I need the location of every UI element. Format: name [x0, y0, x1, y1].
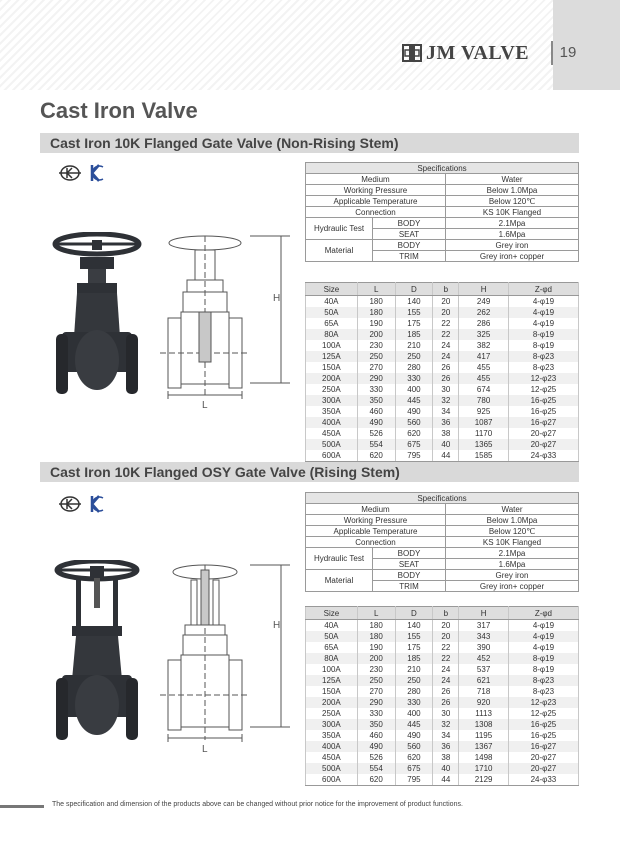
- table-row: [306, 642, 579, 653]
- table-cell: 280: [395, 686, 433, 697]
- table-cell: 460: [357, 406, 395, 417]
- table-cell: 24-φ33: [508, 774, 578, 786]
- table-cell: 8-φ23: [508, 351, 578, 362]
- table-cell: 200A: [306, 373, 358, 384]
- spec-value: Grey iron+ copper: [446, 251, 579, 262]
- table-cell: 175: [395, 318, 433, 329]
- footer-note: The specification and dimension of the products above can be changed without prior notice for the improvement of product functions.: [52, 801, 463, 808]
- table-row: [306, 708, 579, 719]
- table-cell: 40A: [306, 620, 358, 632]
- table-cell: 450A: [306, 428, 358, 439]
- table-cell: 155: [395, 307, 433, 318]
- jm-logo-icon: [402, 43, 422, 63]
- table-cell: 40A: [306, 296, 358, 308]
- table-cell: 920: [459, 697, 508, 708]
- table-row: [306, 730, 579, 741]
- table-cell: 65A: [306, 318, 358, 329]
- column-header: Z-φd: [508, 607, 578, 620]
- table-cell: 537: [459, 664, 508, 675]
- spec-sublabel: SEAT: [373, 559, 446, 570]
- table-cell: 718: [459, 686, 508, 697]
- table-cell: 32: [433, 719, 459, 730]
- spec-label: Applicable Temperature: [306, 526, 446, 537]
- table-cell: 36: [433, 417, 459, 428]
- table-row: [306, 719, 579, 730]
- spec-label: Material: [306, 240, 373, 262]
- table-cell: 44: [433, 450, 459, 462]
- h-dimension-label-2: H: [273, 620, 281, 631]
- page-title: Cast Iron Valve: [40, 98, 198, 123]
- table-cell: 50A: [306, 307, 358, 318]
- spec-header: Specifications: [306, 163, 579, 174]
- brand-name: JM VALVE: [426, 41, 530, 64]
- kc-mark-icon: [88, 494, 104, 514]
- l-dimension-label-2: L: [202, 744, 208, 755]
- spec-sublabel: BODY: [373, 570, 446, 581]
- table-cell: 20: [433, 307, 459, 318]
- table-cell: 330: [395, 373, 433, 384]
- spec-value: Grey iron: [446, 240, 579, 251]
- table-row: [306, 620, 579, 632]
- spec-label: Connection: [306, 537, 446, 548]
- table-cell: 4-φ19: [508, 620, 578, 632]
- table-cell: 20-φ27: [508, 763, 578, 774]
- table-cell: 460: [357, 730, 395, 741]
- table-cell: 674: [459, 384, 508, 395]
- column-header: Size: [306, 607, 358, 620]
- spec-label: Applicable Temperature: [306, 196, 446, 207]
- table-cell: 175: [395, 642, 433, 653]
- table-cell: 417: [459, 351, 508, 362]
- table-cell: 675: [395, 439, 433, 450]
- spec-value: 1.6Mpa: [446, 559, 579, 570]
- table-cell: 36: [433, 741, 459, 752]
- table-cell: 400A: [306, 741, 358, 752]
- spec-table-2: [305, 492, 579, 592]
- column-header: H: [459, 607, 508, 620]
- table-cell: 600A: [306, 450, 358, 462]
- spec-sublabel: BODY: [373, 218, 446, 229]
- column-header: b: [433, 607, 459, 620]
- table-cell: 300A: [306, 719, 358, 730]
- spec-value: KS 10K Flanged: [446, 207, 579, 218]
- table-cell: 30: [433, 384, 459, 395]
- table-cell: 250: [357, 351, 395, 362]
- section-title-1: Cast Iron 10K Flanged Gate Valve (Non-Rising Stem): [50, 135, 399, 151]
- table-cell: 22: [433, 653, 459, 664]
- table-cell: 350A: [306, 406, 358, 417]
- table-cell: 22: [433, 318, 459, 329]
- table-row: [306, 417, 579, 428]
- table-cell: 382: [459, 340, 508, 351]
- table-cell: 250: [395, 675, 433, 686]
- spec-sublabel: TRIM: [373, 251, 446, 262]
- dimension-table-2: [305, 606, 579, 786]
- table-cell: 200: [357, 653, 395, 664]
- table-cell: 526: [357, 428, 395, 439]
- column-header: b: [433, 283, 459, 296]
- table-cell: 140: [395, 296, 433, 308]
- table-cell: 20: [433, 296, 459, 308]
- table-row: [306, 329, 579, 340]
- table-cell: 250: [395, 351, 433, 362]
- table-cell: 400: [395, 708, 433, 719]
- table-row: [306, 318, 579, 329]
- table-cell: 26: [433, 373, 459, 384]
- table-cell: 526: [357, 752, 395, 763]
- table-cell: 8-φ19: [508, 340, 578, 351]
- table-cell: 795: [395, 450, 433, 462]
- valve-drawing-2: [155, 560, 295, 755]
- table-cell: 22: [433, 329, 459, 340]
- table-cell: 80A: [306, 329, 358, 340]
- spec-label: Medium: [306, 174, 446, 185]
- table-cell: 554: [357, 439, 395, 450]
- table-cell: 20: [433, 620, 459, 632]
- spec-sublabel: BODY: [373, 548, 446, 559]
- table-cell: 450A: [306, 752, 358, 763]
- table-cell: 280: [395, 362, 433, 373]
- valve-photo-1: [52, 232, 147, 407]
- table-cell: 12-φ25: [508, 384, 578, 395]
- table-cell: 230: [357, 340, 395, 351]
- table-cell: 350A: [306, 730, 358, 741]
- column-header: L: [357, 283, 395, 296]
- table-cell: 500A: [306, 763, 358, 774]
- table-cell: 270: [357, 362, 395, 373]
- section-header-2: [40, 462, 579, 482]
- table-cell: 286: [459, 318, 508, 329]
- table-cell: 12-φ25: [508, 708, 578, 719]
- table-cell: 620: [395, 428, 433, 439]
- section-title-2: Cast Iron 10K Flanged OSY Gate Valve (Rising Stem): [50, 464, 400, 480]
- table-cell: 350: [357, 395, 395, 406]
- table-cell: 8-φ23: [508, 362, 578, 373]
- table-cell: 8-φ23: [508, 675, 578, 686]
- table-cell: 500A: [306, 439, 358, 450]
- table-row: [306, 439, 579, 450]
- table-cell: 490: [395, 406, 433, 417]
- table-row: [306, 686, 579, 697]
- spec-label: Working Pressure: [306, 515, 446, 526]
- column-header: D: [395, 607, 433, 620]
- spec-value: Below 120℃: [446, 196, 579, 207]
- table-cell: 30: [433, 708, 459, 719]
- cert-logos-2: [58, 494, 104, 514]
- spec-sublabel: TRIM: [373, 581, 446, 592]
- table-cell: 180: [357, 296, 395, 308]
- table-row: [306, 741, 579, 752]
- table-row: [306, 450, 579, 462]
- spec-sublabel: SEAT: [373, 229, 446, 240]
- table-cell: 249: [459, 296, 508, 308]
- table-cell: 4-φ19: [508, 307, 578, 318]
- table-cell: 290: [357, 373, 395, 384]
- table-cell: 185: [395, 329, 433, 340]
- table-cell: 125A: [306, 351, 358, 362]
- spec-value: Water: [446, 504, 579, 515]
- table-cell: 4-φ19: [508, 631, 578, 642]
- table-cell: 16-φ27: [508, 741, 578, 752]
- table-cell: 185: [395, 653, 433, 664]
- spec-sublabel: BODY: [373, 240, 446, 251]
- table-row: [306, 763, 579, 774]
- section-header-1: [40, 133, 579, 153]
- table-row: [306, 362, 579, 373]
- table-cell: 1308: [459, 719, 508, 730]
- table-cell: 317: [459, 620, 508, 632]
- table-cell: 620: [395, 752, 433, 763]
- column-header: H: [459, 283, 508, 296]
- table-cell: 330: [395, 697, 433, 708]
- spec-value: Grey iron+ copper: [446, 581, 579, 592]
- table-row: [306, 307, 579, 318]
- table-cell: 16-φ25: [508, 395, 578, 406]
- table-cell: 8-φ23: [508, 686, 578, 697]
- table-cell: 40: [433, 439, 459, 450]
- table-row: [306, 428, 579, 439]
- cert-logos-1: [58, 163, 104, 183]
- table-cell: 262: [459, 307, 508, 318]
- table-cell: 34: [433, 730, 459, 741]
- table-cell: 1585: [459, 450, 508, 462]
- table-cell: 16-φ25: [508, 406, 578, 417]
- spec-label: Medium: [306, 504, 446, 515]
- spec-value: Below 1.0Mpa: [446, 515, 579, 526]
- table-row: [306, 373, 579, 384]
- table-cell: 24: [433, 664, 459, 675]
- footer-rule: [0, 805, 44, 808]
- table-cell: 125A: [306, 675, 358, 686]
- table-cell: 8-φ19: [508, 329, 578, 340]
- table-cell: 180: [357, 307, 395, 318]
- spec-header: Specifications: [306, 493, 579, 504]
- table-cell: 490: [357, 417, 395, 428]
- table-cell: 620: [357, 774, 395, 786]
- table-cell: 8-φ19: [508, 664, 578, 675]
- table-row: [306, 395, 579, 406]
- table-cell: 22: [433, 642, 459, 653]
- table-cell: 16-φ27: [508, 417, 578, 428]
- table-cell: 400: [395, 384, 433, 395]
- table-cell: 455: [459, 373, 508, 384]
- table-cell: 390: [459, 642, 508, 653]
- table-cell: 26: [433, 362, 459, 373]
- h-dimension-label-1: H: [273, 293, 281, 304]
- spec-value: 2.1Mpa: [446, 218, 579, 229]
- table-cell: 300A: [306, 395, 358, 406]
- spec-label: Working Pressure: [306, 185, 446, 196]
- spec-value: KS 10K Flanged: [446, 537, 579, 548]
- table-row: [306, 631, 579, 642]
- table-cell: 490: [395, 730, 433, 741]
- table-cell: 795: [395, 774, 433, 786]
- table-cell: 452: [459, 653, 508, 664]
- table-cell: 4-φ19: [508, 318, 578, 329]
- table-cell: 325: [459, 329, 508, 340]
- ks-mark-icon: [58, 495, 82, 513]
- table-cell: 330: [357, 708, 395, 719]
- spec-value: Grey iron: [446, 570, 579, 581]
- table-cell: 20-φ27: [508, 752, 578, 763]
- table-cell: 925: [459, 406, 508, 417]
- table-cell: 12-φ23: [508, 373, 578, 384]
- table-cell: 445: [395, 395, 433, 406]
- table-cell: 32: [433, 395, 459, 406]
- table-cell: 190: [357, 318, 395, 329]
- spec-value: Water: [446, 174, 579, 185]
- table-cell: 26: [433, 697, 459, 708]
- table-row: [306, 340, 579, 351]
- table-cell: 24: [433, 675, 459, 686]
- ks-mark-icon: [58, 164, 82, 182]
- table-cell: 180: [357, 631, 395, 642]
- table-cell: 490: [357, 741, 395, 752]
- table-cell: 16-φ25: [508, 719, 578, 730]
- table-cell: 20-φ27: [508, 428, 578, 439]
- table-cell: 210: [395, 664, 433, 675]
- table-cell: 4-φ19: [508, 296, 578, 308]
- table-cell: 1498: [459, 752, 508, 763]
- table-cell: 24: [433, 351, 459, 362]
- table-cell: 12-φ23: [508, 697, 578, 708]
- table-cell: 1195: [459, 730, 508, 741]
- table-cell: 24-φ33: [508, 450, 578, 462]
- table-cell: 780: [459, 395, 508, 406]
- table-cell: 150A: [306, 686, 358, 697]
- table-cell: 270: [357, 686, 395, 697]
- table-row: [306, 752, 579, 763]
- table-cell: 675: [395, 763, 433, 774]
- table-cell: 560: [395, 741, 433, 752]
- table-cell: 26: [433, 686, 459, 697]
- table-cell: 230: [357, 664, 395, 675]
- valve-photo-2: [52, 560, 147, 750]
- spec-label: Hydraulic Test: [306, 548, 373, 570]
- table-cell: 1710: [459, 763, 508, 774]
- table-cell: 1365: [459, 439, 508, 450]
- table-cell: 210: [395, 340, 433, 351]
- table-cell: 44: [433, 774, 459, 786]
- column-header: L: [357, 607, 395, 620]
- table-cell: 150A: [306, 362, 358, 373]
- table-row: [306, 384, 579, 395]
- table-cell: 1170: [459, 428, 508, 439]
- table-cell: 343: [459, 631, 508, 642]
- spec-value: Below 1.0Mpa: [446, 185, 579, 196]
- column-header: D: [395, 283, 433, 296]
- table-cell: 4-φ19: [508, 642, 578, 653]
- table-cell: 8-φ19: [508, 653, 578, 664]
- table-cell: 330: [357, 384, 395, 395]
- spec-value: Below 120℃: [446, 526, 579, 537]
- spec-table-1: [305, 162, 579, 262]
- table-cell: 250A: [306, 384, 358, 395]
- table-cell: 24: [433, 340, 459, 351]
- brand-logo: [402, 41, 529, 65]
- table-cell: 400A: [306, 417, 358, 428]
- table-cell: 560: [395, 417, 433, 428]
- table-cell: 200: [357, 329, 395, 340]
- table-cell: 20-φ27: [508, 439, 578, 450]
- table-row: [306, 664, 579, 675]
- spec-value: 2.1Mpa: [446, 548, 579, 559]
- table-row: [306, 406, 579, 417]
- table-cell: 455: [459, 362, 508, 373]
- table-cell: 100A: [306, 340, 358, 351]
- table-row: [306, 697, 579, 708]
- table-cell: 16-φ25: [508, 730, 578, 741]
- table-cell: 65A: [306, 642, 358, 653]
- page-number: 19: [559, 44, 577, 61]
- table-cell: 100A: [306, 664, 358, 675]
- table-cell: 20: [433, 631, 459, 642]
- column-header: Z-φd: [508, 283, 578, 296]
- table-cell: 140: [395, 620, 433, 632]
- table-cell: 350: [357, 719, 395, 730]
- table-row: [306, 675, 579, 686]
- table-cell: 155: [395, 631, 433, 642]
- table-cell: 50A: [306, 631, 358, 642]
- spec-label: Connection: [306, 207, 446, 218]
- table-cell: 445: [395, 719, 433, 730]
- table-cell: 250: [357, 675, 395, 686]
- table-cell: 1113: [459, 708, 508, 719]
- table-cell: 34: [433, 406, 459, 417]
- table-row: [306, 653, 579, 664]
- table-row: [306, 774, 579, 786]
- l-dimension-label-1: L: [202, 400, 208, 411]
- table-cell: 1367: [459, 741, 508, 752]
- table-row: [306, 351, 579, 362]
- table-cell: 40: [433, 763, 459, 774]
- table-row: [306, 296, 579, 308]
- dimension-table-1: [305, 282, 579, 462]
- spec-value: 1.6Mpa: [446, 229, 579, 240]
- table-cell: 250A: [306, 708, 358, 719]
- table-cell: 554: [357, 763, 395, 774]
- table-cell: 200A: [306, 697, 358, 708]
- table-cell: 80A: [306, 653, 358, 664]
- table-cell: 620: [357, 450, 395, 462]
- table-cell: 38: [433, 428, 459, 439]
- table-cell: 2129: [459, 774, 508, 786]
- table-cell: 190: [357, 642, 395, 653]
- table-cell: 38: [433, 752, 459, 763]
- kc-mark-icon: [88, 163, 104, 183]
- table-cell: 1087: [459, 417, 508, 428]
- valve-drawing-1: [155, 233, 295, 413]
- table-cell: 621: [459, 675, 508, 686]
- column-header: Size: [306, 283, 358, 296]
- spec-label: Material: [306, 570, 373, 592]
- spec-label: Hydraulic Test: [306, 218, 373, 240]
- table-cell: 600A: [306, 774, 358, 786]
- table-cell: 180: [357, 620, 395, 632]
- table-cell: 290: [357, 697, 395, 708]
